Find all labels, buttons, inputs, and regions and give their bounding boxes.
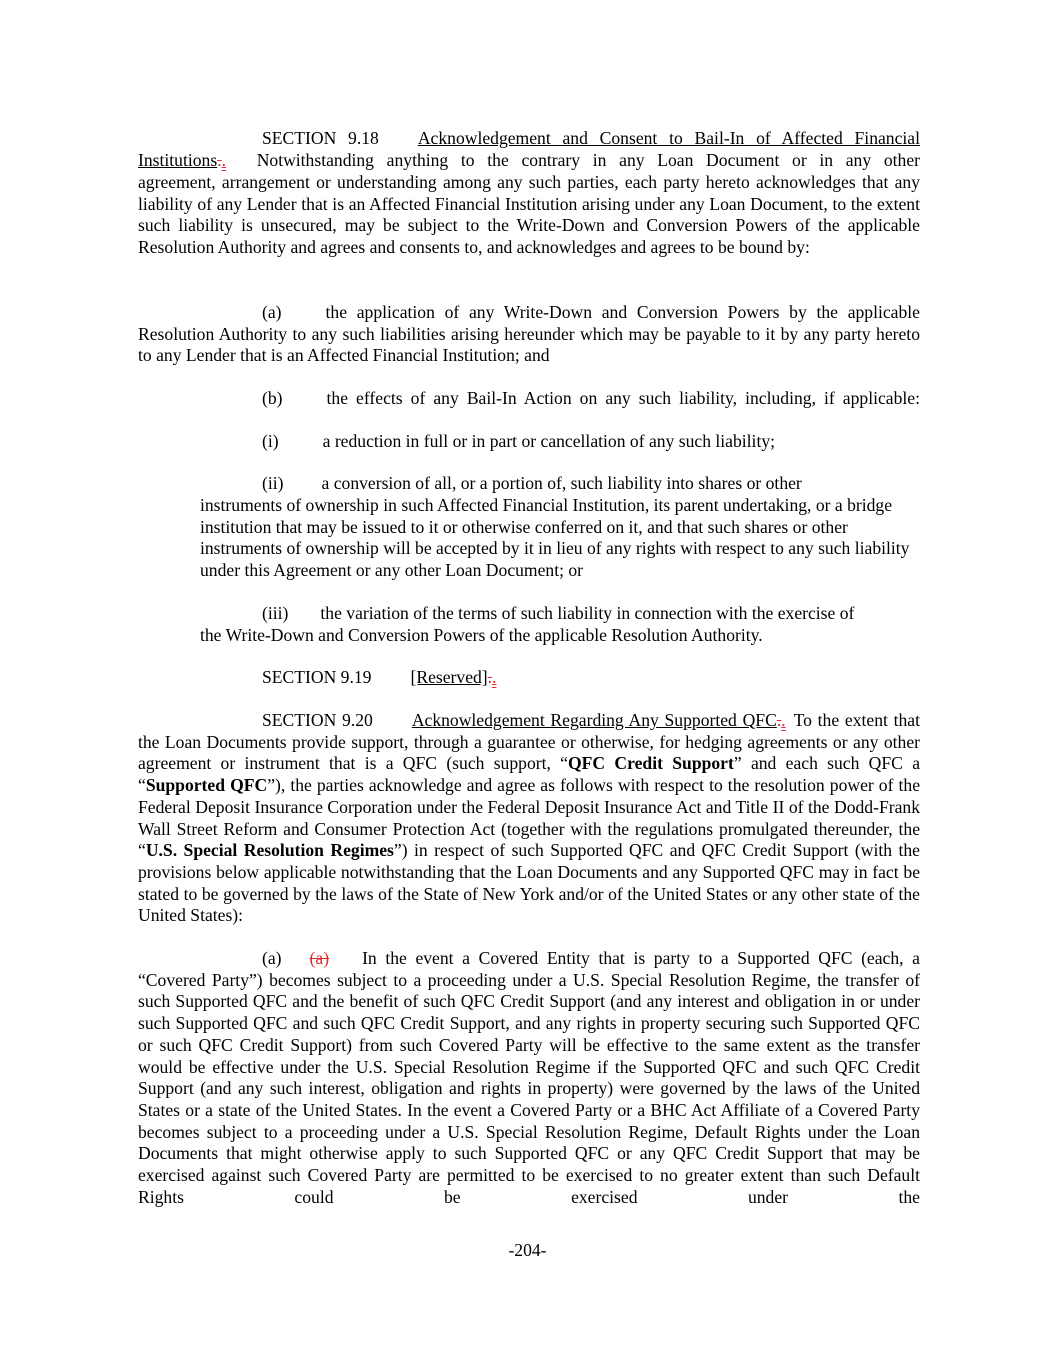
defined-term-qfc-credit-support: QFC Credit Support [568,753,734,774]
clause-text: the application of any Write-Down and Conversion Powers by the applicable Resolution Authority to any such liabilities arising hereunder which may be payable to it by any party hereto to any Lender that is an Affected Financial Institution; and [138,302,920,366]
section-heading: Acknowledgement Regarding Any Supported QFC [411,710,777,730]
revision-insertion: . [492,667,497,687]
defined-term-supported-qfc: Supported QFC [145,775,268,796]
section-heading-continued: Institutions [138,150,218,170]
subclause-ii-body: instruments of ownership in such Affected Financial Institution, its parent undertaking, or a bridge institution that may be issued to it or otherwise conferred on it, and that such shares or other instruments of ownership will be accepted by it in lieu of any rights with respect to any such liability under this Agreement or any other Loan Document; or [200,495,910,581]
subclause-label: (ii) [262,473,284,493]
clause-label: (a) [262,948,282,968]
section-9-19 [262,667,920,689]
defined-term-us-special-resolution-regimes: U.S. Special Resolution Regimes [145,840,394,861]
section-body-text: ”) in respect of such Supported QFC and QFC Credit Support (with the provisions below applicable notwithstanding that the Loan Documents and any Supported QFC may in fact be stated to be governed by the laws of the State of New York and/or of the United States or any other state of the United States): [138,840,920,926]
revision-deletion: . [487,667,493,687]
subclause-text: a reduction in full or in part or cancellation of any such liability; [322,431,776,451]
revision-deletion: (a) [309,948,330,968]
section-9-18-heading-line [262,128,920,150]
section-9-20 [138,710,920,927]
page-number: -204- [508,1240,547,1260]
revision-insertion: . [221,150,226,170]
section-heading: Acknowledgement and Consent to Bail-In of Affected Financial [417,128,920,148]
revision-insertion: . [781,710,786,730]
subclause-iii-body: the Write-Down and Conversion Powers of the applicable Resolution Authority. [200,625,763,645]
section-label: SECTION 9.19 [262,667,372,687]
subclause-label: (i) [262,431,279,451]
subclause-ii-line-1 [262,473,920,495]
section-label: SECTION 9.18 [262,128,379,148]
subclause-label: (iii) [262,603,289,623]
section-body-text: ” and each such QFC a “ [138,753,921,796]
clause-9-18-b [262,388,920,410]
section-heading: [Reserved] [410,667,488,687]
subclause-text: a conversion of all, or a portion of, such liability into shares or other [321,473,802,493]
section-9-18-line-2 [138,150,920,172]
clause-label: (b) [262,388,283,408]
section-body-text: ”), the parties acknowledge and agree as follows with respect to the resolution power of the Federal Deposit Insurance Corporation under the Federal Deposit Insurance Act and Title II of the Dodd-Frank Wall Street Reform and Consumer Protection Act (together with the regulations promulgated thereunder, the “ [138,775,921,861]
section-body-text: Notwithstanding anything to the contrary in any Loan Document or in any other [256,150,920,170]
clause-text: In the event a Covered Entity that is party to a Supported QFC (each, a “Covered Party”) becomes subject to a proceeding under a U.S. Special Resolution Regime, the transfer of such Supported QFC and the benefit of such QFC Credit Support (and any interest and obligation in or under such Supported QFC and such QFC Credit Support, and any rights in property securing such Supported QFC or such QFC Credit Support) from such Covered Party will be effective to the same extent as the transfer would be effective under the U.S. Special Resolution Regime if the Supported QFC and such QFC Credit Support (and any such interest, obligation and rights in property) were governed by the laws of the United States or a state of the United States. In the event a Covered Party or a BHC Act Affiliate of a Covered Party becomes subject to a proceeding under a U.S. Special Resolution Regime, Default Rights under the Loan Documents that might otherwise apply to such Supported QFC or any QFC Credit Support that may be exercised against such Covered Party are permitted to be exercised to no greater extent than such Default Rights could be exercised under the [138,948,920,1207]
revision-deletion: . [217,150,222,170]
section-body-text: To the extent that the Loan Documents provide support, through a guarantee or otherwise, for hedging agreements or any other agreement or instrument that is a QFC (such support, “ [138,710,921,774]
clause-text: the effects of any Bail-In Action on any such liability, including, if applicable: [326,388,920,408]
section-label: SECTION 9.20 [262,710,373,730]
subclause-iii-line-1 [262,603,920,625]
clause-label: (a) [262,302,282,322]
revision-deletion: . [776,710,782,730]
subclause-i [262,431,920,453]
section-9-18-body: agreement, arrangement or understanding among any such parties, each party hereto acknowledges that any liability of any Lender that is an Affected Financial Institution arising under any Loan Document, to the extent such liability is unsecured, may be subject to the Write-Down and Conversion Powers of the applicable Resolution Authority and agrees and consents to, and acknowledges and agrees to be bound by: [138,172,920,258]
clause-9-20-a [138,948,920,1208]
subclause-text: the variation of the terms of such liability in connection with the exercise of [320,603,855,623]
clause-9-18-a [138,302,920,367]
